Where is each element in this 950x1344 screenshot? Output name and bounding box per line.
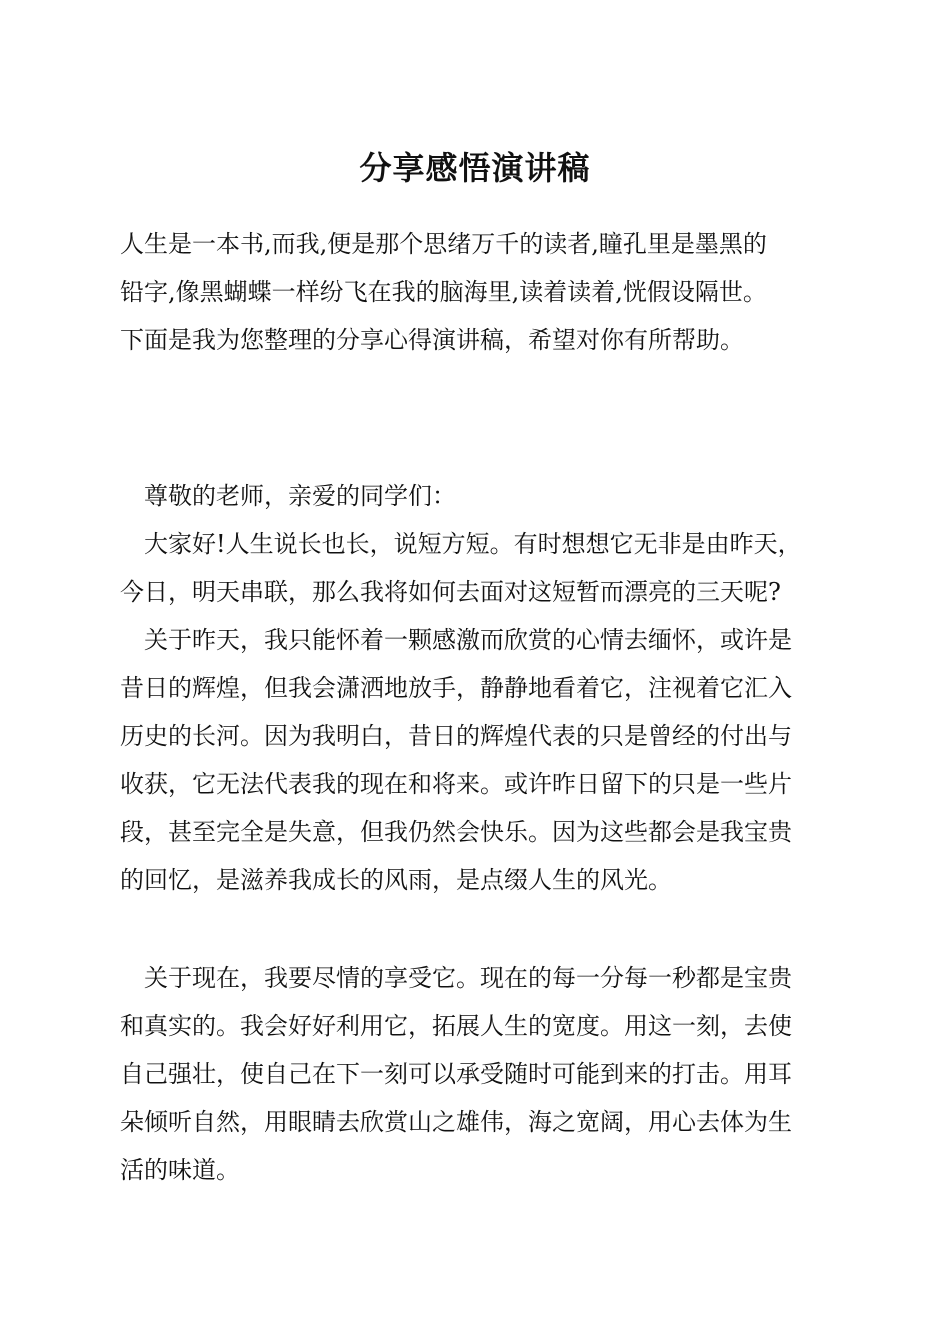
paragraph-line: 自己强壮，使自己在下一刻可以承受随时可能到来的打击。用耳 bbox=[120, 1060, 792, 1088]
paragraph-line: 活的味道。 bbox=[120, 1156, 240, 1184]
paragraph-line: 今日，明天串联，那么我将如何去面对这短暂而漂亮的三天呢? bbox=[120, 578, 781, 606]
intro-paragraph bbox=[120, 220, 840, 364]
paragraph-line: 大家好!人生说长也长，说短方短。有时想想它无非是由昨天， bbox=[144, 530, 802, 558]
speech-body bbox=[120, 472, 832, 1194]
intro-line: 下面是我为您整理的分享心得演讲稿，希望对你有所帮助。 bbox=[120, 326, 744, 354]
paragraph-line: 昔日的辉煌，但我会潇洒地放手，静静地看着它，注视着它汇入 bbox=[120, 674, 792, 702]
intro-line: 人生是一本书,而我,便是那个思绪万千的读者,瞳孔里是墨黑的 bbox=[120, 230, 767, 258]
paragraph-line: 和真实的。我会好好利用它，拓展人生的宽度。用这一刻，去使 bbox=[120, 1012, 792, 1040]
paragraph-line: 收获，它无法代表我的现在和将来。或许昨日留下的只是一些片 bbox=[120, 770, 792, 798]
document-title: 分享感悟演讲稿 bbox=[359, 149, 591, 187]
paragraph-line: 朵倾听自然，用眼睛去欣赏山之雄伟，海之宽阔，用心去体为生 bbox=[120, 1108, 792, 1136]
paragraph-line: 段，甚至完全是失意，但我仍然会快乐。因为这些都会是我宝贵 bbox=[120, 818, 792, 846]
paragraph-line: 的回忆，是滋养我成长的风雨，是点缀人生的风光。 bbox=[120, 866, 672, 894]
paragraph-line: 关于现在，我要尽情的享受它。现在的每一分每一秒都是宝贵 bbox=[144, 964, 792, 992]
paragraph-greeting bbox=[120, 520, 832, 616]
intro-line: 铅字,像黑蝴蝶一样纷飞在我的脑海里,读着读着,恍假设隔世。 bbox=[120, 278, 767, 306]
paragraph-line: 历史的长河。因为我明白，昔日的辉煌代表的只是曾经的付出与 bbox=[120, 722, 792, 750]
paragraph-line: 关于昨天，我只能怀着一颗感激而欣赏的心情去缅怀，或许是 bbox=[144, 626, 792, 654]
paragraph-gap bbox=[120, 904, 832, 954]
paragraph-present bbox=[120, 954, 832, 1194]
paragraph-yesterday bbox=[120, 616, 832, 904]
salutation: 尊敬的老师，亲爱的同学们： bbox=[144, 482, 456, 510]
